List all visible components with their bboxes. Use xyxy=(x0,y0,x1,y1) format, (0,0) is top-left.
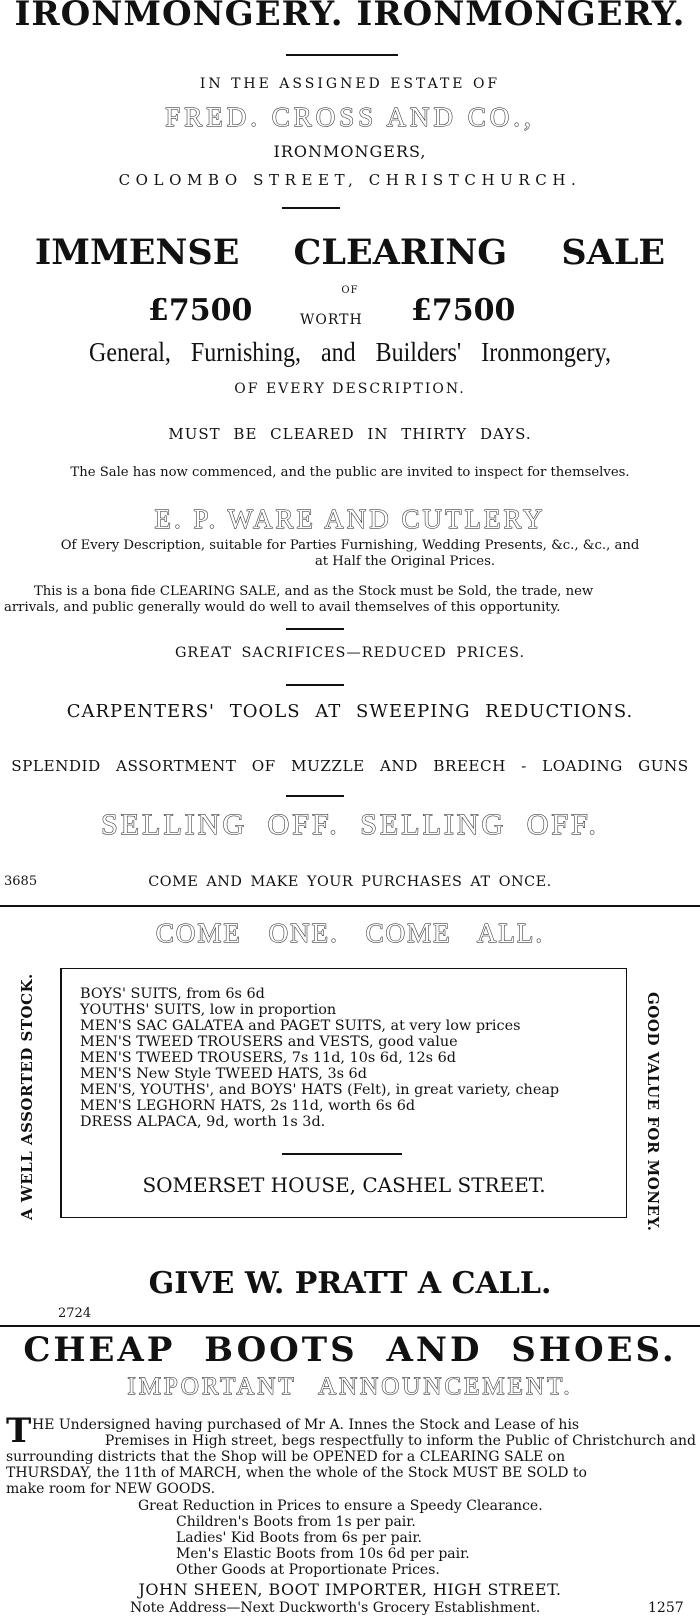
bona-fide-1: This is a bona fide CLEARING SALE, and as the Stock must be Sold, the trade, new xyxy=(34,584,594,599)
cutlery-heading: E. P. WARE AND CUTLERY xyxy=(154,504,546,534)
come-one-headline: COME ONE. COME ALL. xyxy=(155,918,545,948)
great-sacrifices: GREAT SACRIFICES—REDUCED PRICES. xyxy=(174,645,526,661)
firm-name: FRED. CROSS AND CO., xyxy=(165,102,535,132)
somerset-ref-number: 2724 xyxy=(58,1306,92,1321)
boots-para-3: surrounding districts that the Shop will be OPENED for a CLEARING SALE on xyxy=(6,1449,566,1465)
ironmongery-ref-number: 3685 xyxy=(4,874,38,889)
cutlery-description-1: Of Every Description, suitable for Parties Furnishing, Wedding Presents, &c., &c., and xyxy=(60,538,640,553)
goods-line: General, Furnishing, and Builders' Ironmongery, xyxy=(88,338,611,368)
divider xyxy=(286,54,398,56)
amount-left: £7500 xyxy=(148,293,253,328)
price-line: Children's Boots from 1s per pair. xyxy=(176,1514,416,1530)
list-item: MEN'S TWEED TROUSERS and VESTS, good value xyxy=(80,1034,458,1050)
cutlery-description-2: at Half the Original Prices. xyxy=(314,554,496,569)
divider xyxy=(282,207,340,209)
of-line: OF xyxy=(341,285,359,296)
boots-headline: CHEAP BOOTS AND SHOES. xyxy=(23,1330,677,1370)
sale-title: IMMENSE CLEARING SALE xyxy=(34,232,666,273)
divider xyxy=(282,1153,402,1155)
address-line: COLOMBO STREET, CHRISTCHURCH. xyxy=(118,171,582,189)
list-item: MEN'S SAC GALATEA and PAGET SUITS, at very low prices xyxy=(80,1018,521,1034)
section-separator xyxy=(0,905,700,907)
great-reduction: Great Reduction in Prices to ensure a Speedy Clearance. xyxy=(138,1498,543,1514)
list-item: MEN'S, YOUTHS', and BOYS' HATS (Felt), in great variety, cheap xyxy=(80,1082,560,1098)
pratt-call-headline: GIVE W. PRATT A CALL. xyxy=(148,1266,552,1301)
stock-list xyxy=(80,986,559,1130)
trade-line: IRONMONGERS, xyxy=(273,142,427,161)
price-line: Men's Elastic Boots from 10s 6d per pair. xyxy=(176,1546,470,1562)
list-item: MEN'S New Style TWEED HATS, 3s 6d xyxy=(80,1066,367,1082)
amount-right: £7500 xyxy=(411,293,516,328)
note-address: Note Address—Next Duckworth's Grocery Establishment. xyxy=(130,1600,541,1616)
ironmongery-headline: IRONMONGERY. IRONMONGERY. xyxy=(14,0,686,34)
important-announcement: IMPORTANT ANNOUNCEMENT. xyxy=(127,1373,573,1400)
price-line: Ladies' Kid Boots from 6s per pair. xyxy=(176,1530,422,1546)
boots-ref-number: 1257 xyxy=(648,1600,684,1616)
list-item: YOUTHS' SUITS, low in proportion xyxy=(80,1002,337,1018)
price-line: Other Goods at Proportionate Prices. xyxy=(176,1562,440,1578)
boots-para-1: HE Undersigned having purchased of Mr A. Innes the Stock and Lease of his xyxy=(32,1417,580,1433)
john-sheen-line: JOHN SHEEN, BOOT IMPORTER, HIGH STREET. xyxy=(138,1580,562,1599)
divider xyxy=(286,684,344,686)
worth-label: WORTH xyxy=(300,312,363,328)
drop-cap: T xyxy=(6,1411,32,1451)
come-and-purchase: COME AND MAKE YOUR PURCHASES AT ONCE. xyxy=(148,874,552,890)
list-item: MEN'S TWEED TROUSERS, 7s 11d, 10s 6d, 12s 6d xyxy=(80,1050,456,1066)
selling-off: SELLING OFF. SELLING OFF. xyxy=(101,808,599,841)
must-be-cleared: MUST BE CLEARED IN THIRTY DAYS. xyxy=(168,425,532,443)
boots-para-4: THURSDAY, the 11th of MARCH, when the whole of the Stock MUST BE SOLD to xyxy=(6,1465,587,1481)
estate-line: IN THE ASSIGNED ESTATE OF xyxy=(199,76,501,92)
list-item: MEN'S LEGHORN HATS, 2s 11d, worth 6s 6d xyxy=(80,1098,416,1114)
list-item: DRESS ALPACA, 9d, worth 1s 3d. xyxy=(80,1114,326,1130)
stock-list-box xyxy=(60,968,627,1218)
carpenters-tools: CARPENTERS' TOOLS AT SWEEPING REDUCTIONS. xyxy=(66,701,634,722)
divider xyxy=(286,628,344,630)
well-assorted-stock-label: A WELL ASSORTED STOCK. xyxy=(18,973,36,1220)
guns-line: SPLENDID ASSORTMENT OF MUZZLE AND BREECH - LOADING GUNS xyxy=(11,757,689,775)
sale-commenced: The Sale has now commenced, and the public are invited to inspect for themselves. xyxy=(70,465,630,480)
list-item: BOYS' SUITS, from 6s 6d xyxy=(80,986,265,1002)
somerset-house-address: SOMERSET HOUSE, CASHEL STREET. xyxy=(142,1173,546,1197)
every-description: OF EVERY DESCRIPTION. xyxy=(234,381,466,397)
good-value-label: GOOD VALUE FOR MONEY. xyxy=(644,992,662,1232)
boots-para-5: make room for NEW GOODS. xyxy=(6,1481,216,1497)
boots-para-2: Premises in High street, begs respectfully to inform the Public of Christchurch and xyxy=(104,1433,696,1449)
divider xyxy=(286,795,344,797)
section-separator xyxy=(0,1325,700,1327)
bona-fide-2: arrivals, and public generally would do well to avail themselves of this opportunity. xyxy=(4,600,561,615)
